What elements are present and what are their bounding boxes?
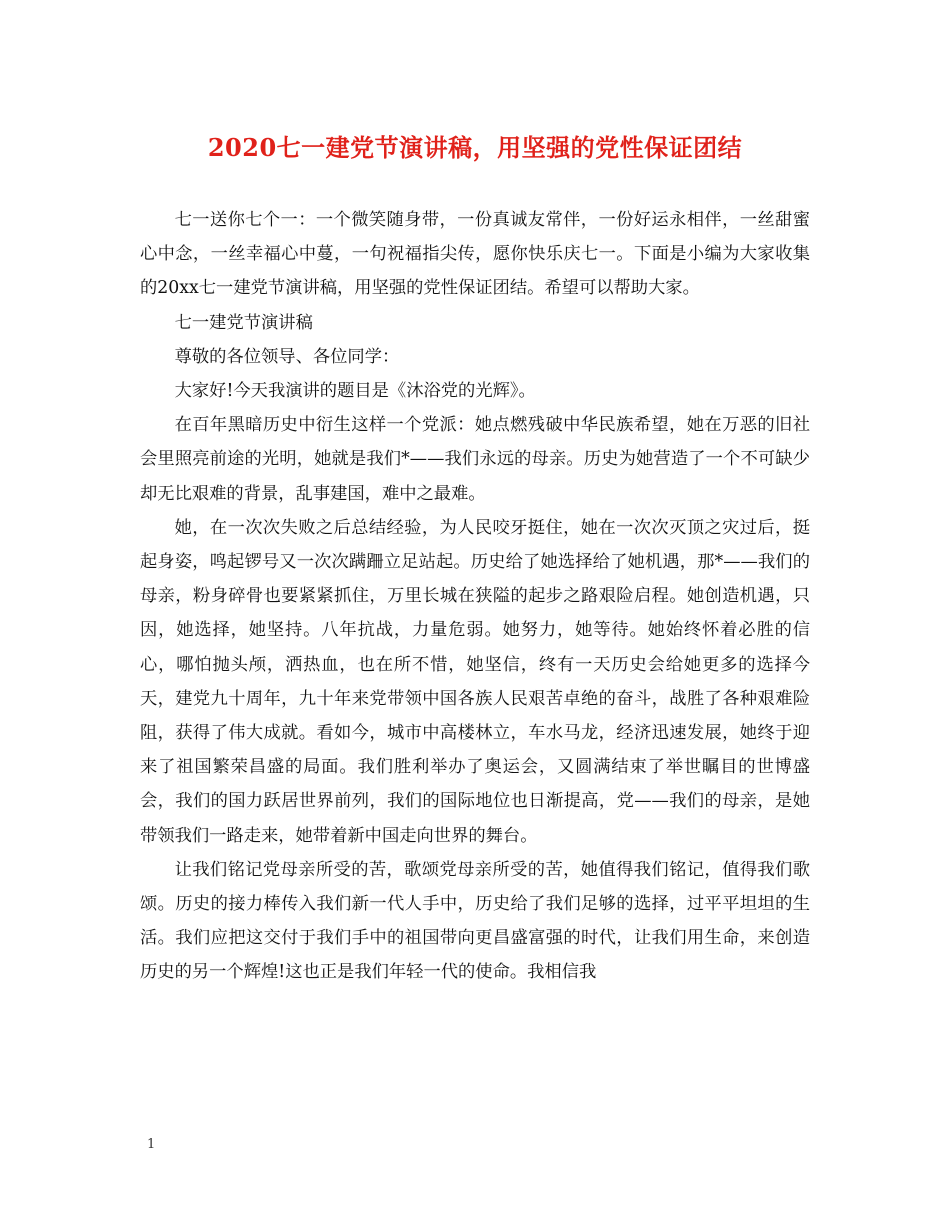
body-paragraph: 在百年黑暗历史中衍生这样一个党派：她点燃残破中华民族希望，她在万恶的旧社会里照亮前途的光明，她就是我们*——我们永远的母亲。历史为她营造了一个不可缺少却无比艰难的背景，乱事建国，难中之最难。 <box>140 415 810 504</box>
document-title: 2020七一建党节演讲稿，用坚强的党性保证团结 <box>207 133 743 162</box>
body-paragraph: 让我们铭记党母亲所受的苦，歌颂党母亲所受的苦，她值得我们铭记，值得我们歌颂。历史的接力棒传入我们新一代人手中，历史给了我们足够的选择，过平平坦坦的生活。我们应把这交付于我们手中的祖国带向更昌盛富强的时代，让我们用生命，来创造历史的另一个辉煌!这也正是我们年轻一代的使命。我相信我 <box>140 859 810 983</box>
page-number: 1 <box>147 1137 156 1152</box>
intro-paragraph: 七一送你七个一：一个微笑随身带，一份真诚友常伴，一份好运永相伴，一丝甜蜜心中念，一丝幸福心中蔓，一句祝福指尖传，愿你快乐庆七一。下面是小编为大家收集的20xx七一建党节演讲稿，用坚强的党性保证团结。希望可以帮助大家。 <box>140 210 810 299</box>
body-paragraph: 她，在一次次失败之后总结经验，为人民咬牙挺住，她在一次次灭顶之灾过后，挺起身姿，鸣起锣号又一次次蹒跚立足站起。历史给了她选择给了她机遇，那*——我们的母亲，粉身碎骨也要紧紧抓住，万里长城在狭隘的起步之路艰险启程。她创造机遇，只因，她选择，她坚持。八年抗战，力量危弱。她努力，她等待。她始终怀着必胜的信心，哪怕抛头颅，洒热血，也在所不惜，她坚信，终有一天历史会给她更多的选择今天，建党九十周年，九十年来党带领中国各族人民艰苦卓绝的奋斗，战胜了各种艰难险阻，获得了伟大成就。看如今，城市中高楼林立，车水马龙，经济迅速发展，她终于迎来了祖国繁荣昌盛的局面。我们胜利举办了奥运会，又圆满结束了举世瞩目的世博盛会，我们的国力跃居世界前列，我们的国际地位也日渐提高，党——我们的母亲，是她带领我们一路走来，她带着新中国走向世界的舞台。 <box>140 517 810 846</box>
speech-heading: 七一建党节演讲稿 <box>174 312 313 333</box>
document-body <box>140 203 810 990</box>
salutation: 尊敬的各位领导、各位同学： <box>174 346 400 367</box>
greeting-paragraph: 大家好!今天我演讲的题目是《沐浴党的光辉》。 <box>174 381 536 402</box>
